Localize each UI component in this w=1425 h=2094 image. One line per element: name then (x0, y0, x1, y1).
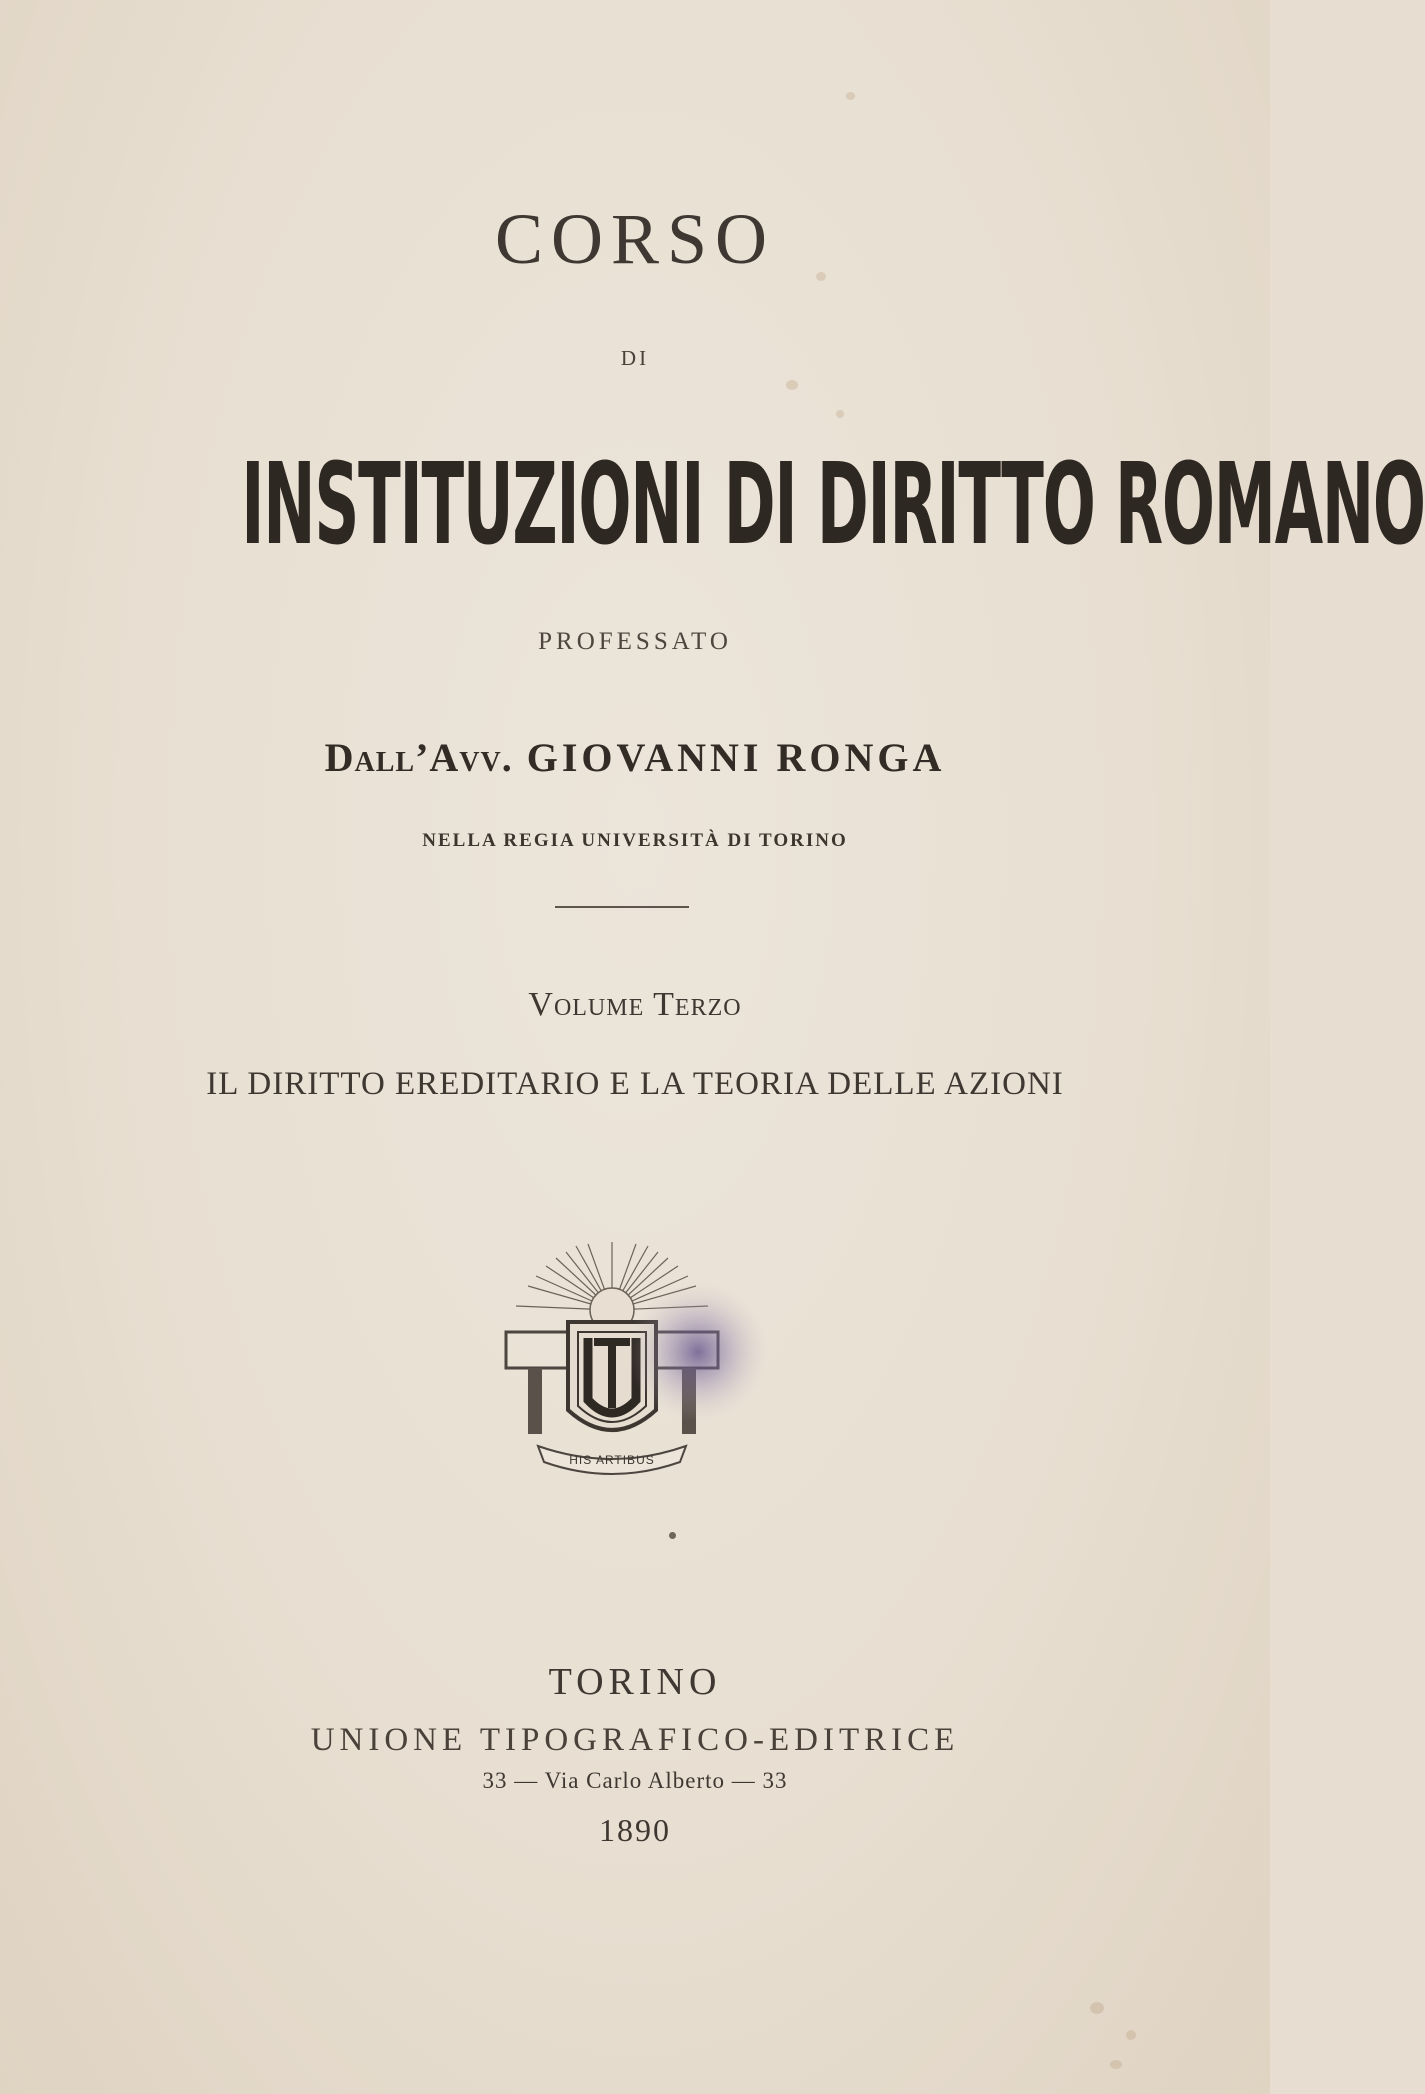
paper-spot (1090, 2002, 1104, 2014)
paper-spot (836, 410, 844, 418)
author-affiliation: NELLA REGIA UNIVERSITÀ DI TORINO (422, 830, 848, 851)
title-corso: CORSO (494, 199, 776, 279)
imprint-year: 1890 (599, 1812, 671, 1848)
volume-label: Volume Terzo (528, 986, 742, 1023)
publisher-emblem-icon (498, 1240, 726, 1480)
ornament-dot (669, 1532, 676, 1539)
author-prefix: Dall’Avv. (324, 735, 513, 780)
author-name: GIOVANNI RONGA (526, 735, 946, 780)
imprint-address: 33 — Via Carlo Alberto — 33 (482, 1768, 788, 1793)
paper-spot (1126, 2030, 1136, 2040)
paper-spot (786, 380, 798, 390)
imprint-city: TORINO (548, 1661, 722, 1703)
imprint-publisher: UNIONE TIPOGRAFICO-EDITRICE (310, 1722, 960, 1758)
author-line (0, 734, 1270, 781)
ink-stain (628, 1282, 768, 1422)
title-di: DI (620, 346, 650, 370)
paper-spot (846, 92, 855, 100)
emblem-motto: HIS ARTIBUS (569, 1453, 655, 1467)
professato-label: PROFESSATO (538, 628, 732, 655)
paper-spot (1110, 2060, 1122, 2069)
divider-rule (555, 906, 689, 908)
main-title: INSTITUZIONI DI DIRITTO ROMANO (241, 440, 1425, 570)
volume-subtitle: IL DIRITTO EREDITARIO E LA TEORIA DELLE AZIONI (206, 1066, 1064, 1102)
